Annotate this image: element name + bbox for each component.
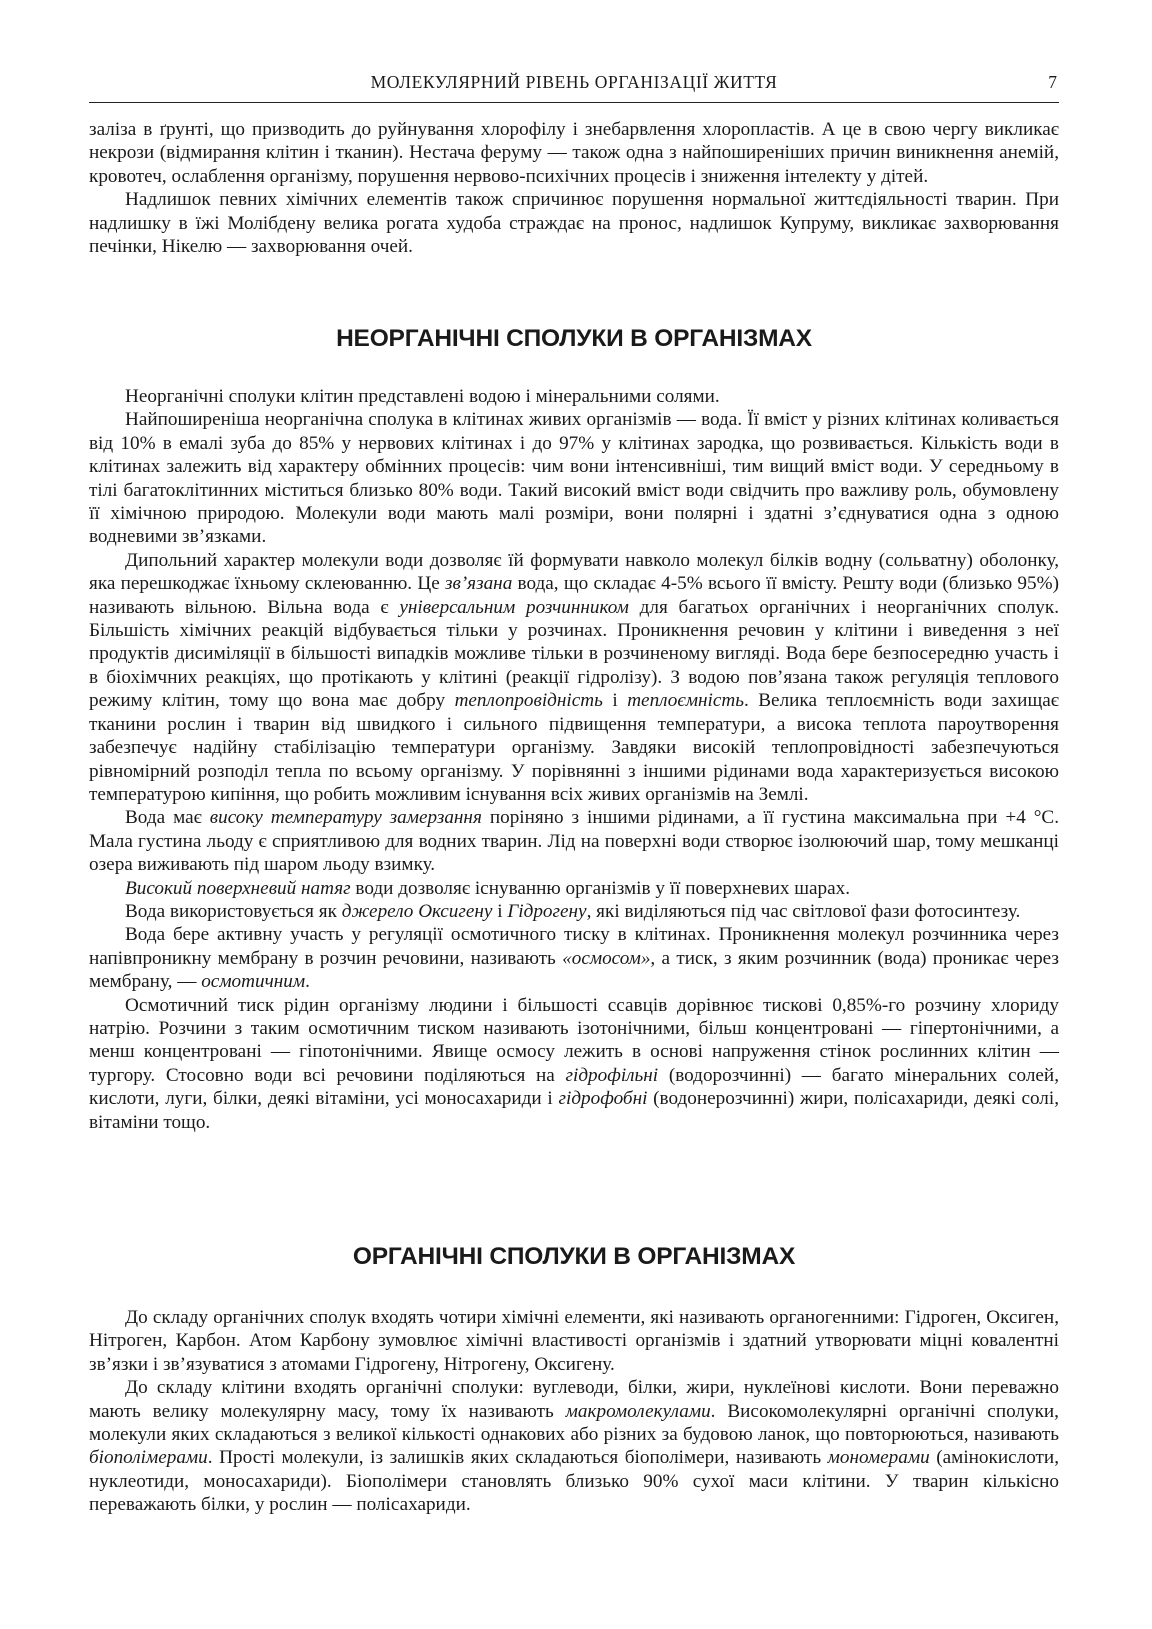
italic-term: гідрофобні (558, 1088, 648, 1110)
paragraph (89, 806, 1059, 876)
text-run: для багатьох органічних і неорганічних сполук. Більшість хімічних реакцій відбувається тільки у розчинах. Проникнення речовин у клітини і виведення з неї продуктів дисиміляції в більшості випадків можливе тільки в розчиненому вигляді. Вода бере безпосередню участь і в біохімчних реакціях, що протікають у клітині (реакції гідролізу). З водою пов’язана також регуляція теплового режиму клітин, тому що вона має добру (89, 596, 1059, 712)
section-heading-organic: ОРГАНІЧНІ СПОЛУКИ В ОРГАНІЗМАХ (352, 1243, 796, 1270)
paragraph: До складу органічних сполук входять чотири хімічні елементи, які називають органогенними: Гідроген, Оксиген, Нітроген, Карбон. Атом Карбону зумовлює хімічні властивості організмів і здатний утворювати міцні ковалентні зв’язки і зв’язуватися з атомами Гідрогену, Нітрогену, Оксигену. (89, 1307, 1059, 1375)
text-run: . Прості молекули, із залишків яких складаються біополімери, називають (207, 1447, 828, 1469)
text-run: До складу клітини входять органічні сполуки: вуглеводи, білки, жири, нуклеїнові кислоти. Вони переважно мають велику молекулярну масу, тому їх називають (89, 1377, 1059, 1422)
text-run: і (492, 900, 508, 922)
text-run: , які виділяються під час світлової фази фотосинтезу. (586, 900, 1021, 922)
text-run: (водонерозчинні) жири, полісахариди, деякі солі, вітаміни тощо. (89, 1088, 1059, 1133)
text-run: поріняно з іншими рідинами, а її густина максимальна при +4 °С. Мала густина льоду є сприятливою для водних тварин. Лід на поверхні води створює ізолюючий шар, тому мешканці озера виживають під шаром льоду взимку. (89, 807, 1059, 876)
text-run: води дозволяє існуванню організмів у її поверхневих шарах. (350, 877, 851, 899)
paragraph: заліза в ґрунті, що призводить до руйнування хлорофілу і знебарвлення хлоропластів. А це в свою чергу викликає некрози (відмирання клітин і тканин). Нестача феруму — також одна з найпоширеніших причин виникнення анемій, кровотеч, ослаблення організму, порушення нервово-психічних процесів і зниження інтелекту у дітей. (89, 119, 1059, 187)
page-number: 7 (1048, 72, 1057, 92)
paragraph: Найпоширеніша неорганічна сполука в клітинах живих організмів — вода. Її вміст у різних клітинах коливається від 10% в емалі зуба до 85% у нервових клітинах і до 97% у клітинах зародка, що розвивається. Кількість води в клітинах залежить від характеру обмінних процесів: чим вони інтенсивніші, тим вищий вміст води. У середньому в тілі багатоклітинних міститься близько 80% води. Такий високий вміст води свідчить про важливу роль, обумовлену її хімічною природою. Молекули води мають малі розміри, вони полярні і здатні з’єднуватися одна з одною водневими зв’язками. (89, 409, 1059, 548)
italic-term: Високий поверхневий натяг (125, 877, 351, 899)
paragraph (89, 994, 1059, 1134)
text-run: Дипольний характер молекули води дозволяє їй формувати навколо молекул білків водну (сольватну) оболонку, яка перешкоджає їхньому склеюванню. Це (89, 549, 1059, 595)
italic-term: теплоємність (627, 690, 744, 712)
italic-term: Гідрогену (507, 900, 587, 922)
italic-term: мономерами (827, 1447, 930, 1469)
text-run: . (305, 971, 310, 993)
paragraph (89, 923, 1059, 993)
organic-section-text (89, 1306, 1059, 1517)
text-run: , а тиск, з яким розчинник (вода) проникає через мембрану, — (89, 947, 1059, 993)
italic-term: теплопровідність (454, 690, 603, 712)
paragraph (89, 877, 1059, 900)
italic-term: біополімерами (89, 1447, 208, 1469)
text-run: . Велика теплоємність води захищає тканини рослин і тварин від швидкого і сильного підвищення температури, а висока теплота пароутворення забезпечує надійну стабілізацію температури організму. Завдяки високій теплопровідності забезпечуються рівномірний розподіл тепла по всьому організму. У порівнянні з іншими рідинами вода характеризується високою температурою кипіння, що робить можливим існування всіх живих організмів на Землі. (89, 690, 1059, 805)
italic-term: «осмосом» (562, 947, 651, 969)
text-run: і (602, 690, 628, 712)
paragraph: Неорганічні сполуки клітин представлені водою і мінеральними солями. (125, 386, 720, 407)
italic-term: універсальним розчинником (399, 596, 629, 618)
section-heading-inorganic: НЕОРГАНІЧНІ СПОЛУКИ В ОРГАНІЗМАХ (336, 325, 812, 352)
text-run: вода, що складає 4-5% всього її вмісту. Решту води (близько 95%) називають вільною. Вільна вода є (89, 573, 1059, 618)
text-run: (водорозчинні) — багато мінеральних солей, кислоти, луги, білки, деякі вітаміни, усі моносахариди і (89, 1064, 1059, 1110)
text-run: Вода має (125, 807, 210, 829)
text-run: Вода використовується як (125, 900, 342, 922)
text-run: Вода бере активну участь у регуляції осмотичного тиску в клітинах. Проникнення молекул розчинника через напівпроникну мембрану в розчин речовини, називають (89, 924, 1059, 969)
italic-term: гідрофільні (565, 1064, 659, 1086)
intro-text (89, 118, 1059, 258)
paragraph (89, 549, 1059, 806)
running-title: МОЛЕКУЛЯРНИЙ РІВЕНЬ ОРГАНІЗАЦІЇ ЖИТТЯ (370, 72, 778, 92)
text-run: (амінокислоти, нуклеотиди, моносахариди). Біополімери становлять близько 90% сухої маси клітини. У тварин кількісно переважають білки, у рослин — полісахариди. (89, 1447, 1059, 1516)
italic-term: високу температуру замерзання (209, 807, 482, 829)
italic-term: макромолекулами (565, 1400, 711, 1422)
text-run: Осмотичний тиск рідин організму людини і більшості ссавців дорівнює тискові 0,85%-го розчину хлориду натрію. Розчини з таким осмотичним тиском називають ізотонічними, більш концентровані — гіпертонічними, а менш концентровані — гіпотонічними. Явище осмосу лежить в основі напруження стінок рослинних клітин — тургору. Стосовно води всі речовини поділяються на (89, 994, 1059, 1086)
text-run: . Високомолекулярні органічні сполуки, молекули яких складаються з великої кількості однакових або різних за будовою ланок, що повторюються, називають (89, 1400, 1059, 1446)
italic-term: осмотичним (201, 971, 306, 993)
italic-term: джерело Оксигену (341, 900, 493, 922)
italic-term: зв’язана (444, 573, 513, 595)
paragraph (89, 1376, 1059, 1516)
paragraph (89, 900, 1059, 923)
inorganic-section-text (89, 385, 1059, 1134)
running-header (89, 68, 1059, 103)
paragraph: Надлишок певних хімічних елементів також спричинює порушення нормальної життєдіяльності тварин. При надлишку в їжі Молібдену велика рогата худоба страждає на пронос, надлишок Купруму, викликає захворювання печінки, Нікелю — захворювання очей. (89, 189, 1059, 258)
